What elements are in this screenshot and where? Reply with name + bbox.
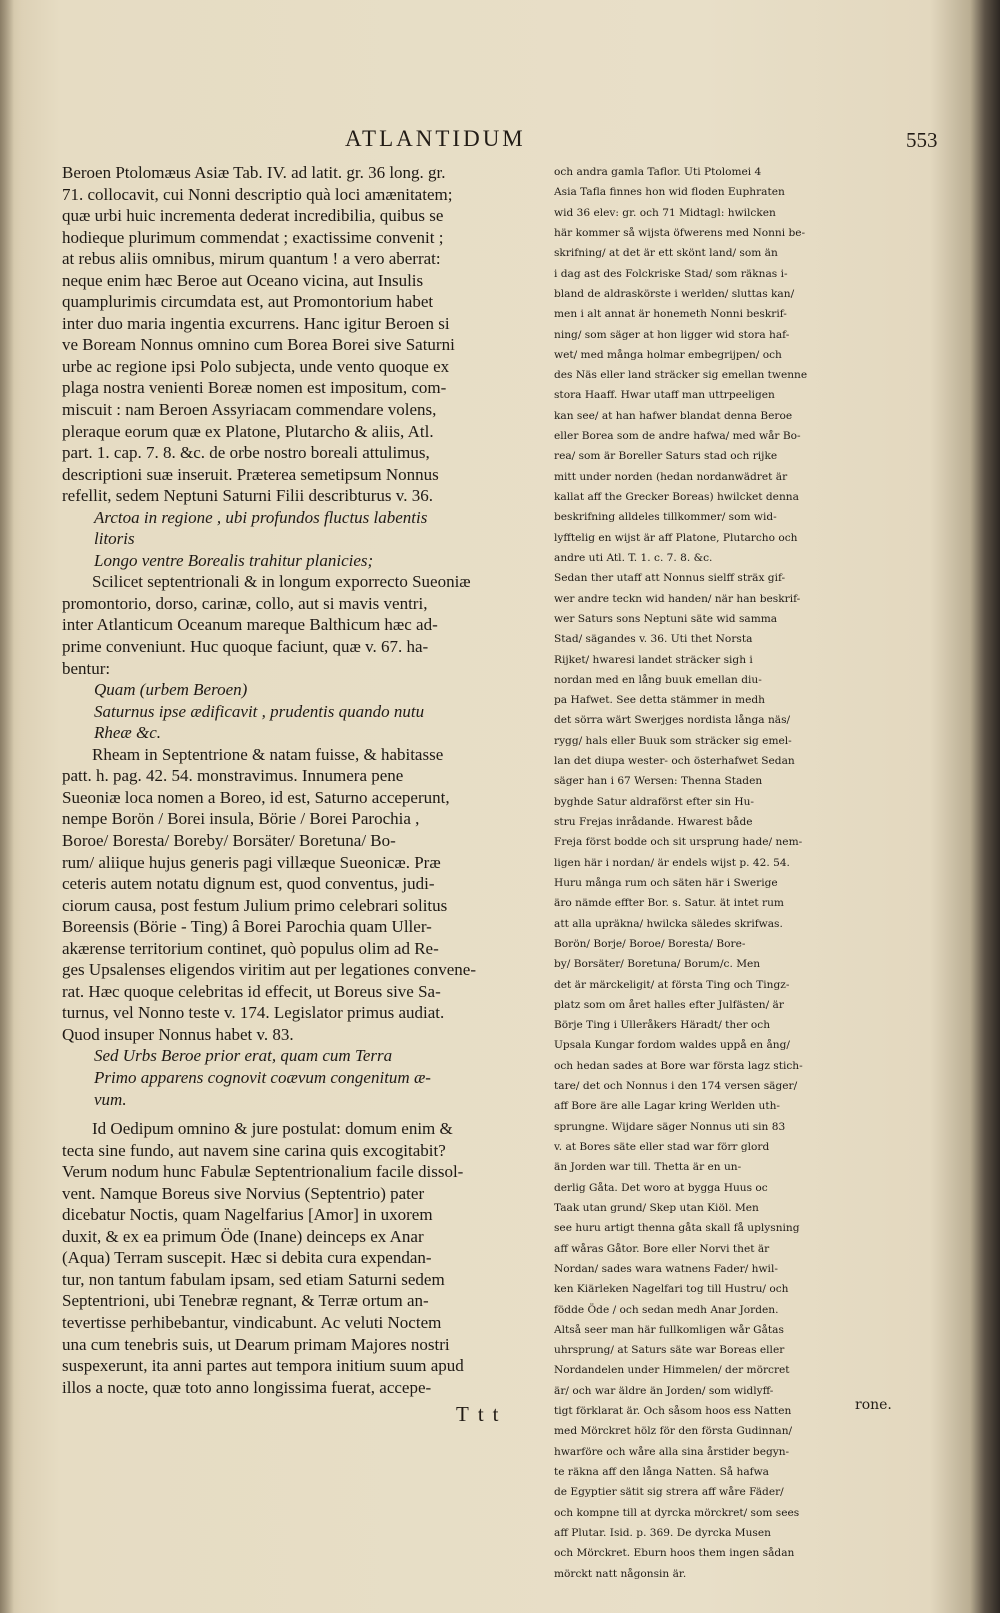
text-line: ken Kiärleken Nagelfari tog till Hustru/ och: [554, 1283, 789, 1296]
text-line: kallat aff the Grecker Boreas) hwilcket denna: [554, 491, 799, 503]
text-line: hodieque plurimum commendat ; exactissime convenit ;: [62, 227, 444, 247]
text-line: Rheam in Septentrione & natam fuisse, & habitasse: [92, 744, 444, 764]
text-line: Longo ventre Borealis trahitur planicies;: [94, 550, 374, 570]
text-line: suspexerunt, ita anni partes aut tempora initium suum apud: [62, 1356, 464, 1376]
text-line: andre uti Atl. T. 1. c. 7. 8. &c.: [554, 551, 713, 564]
text-line: sprungne. Wijdare säger Nonnus uti sin 83: [554, 1120, 786, 1133]
text-line: patt. h. pag. 42. 54. monstravimus. Innumera pene: [62, 766, 404, 786]
text-line: illos a nocte, quæ toto anno longissima fuerat, accepe-: [62, 1377, 432, 1397]
text-line: bentur:: [62, 658, 111, 678]
text-line: ciorum causa, post festum Julium primo celebrari solitus: [62, 895, 448, 915]
text-line: rat. Hæc quoque celebritas id effecit, ut Boreus sive Sa-: [62, 981, 441, 1001]
text-line: platz som om året halles efter Julfästen/ är: [554, 998, 784, 1011]
text-line: turnus, vel Nonno teste v. 174. Legislator primus audiat.: [62, 1003, 445, 1023]
text-line: mörckt natt någonsin är.: [554, 1567, 687, 1580]
page-header: [0, 126, 980, 160]
text-line: Arctoa in regione , ubi profundos fluctus labentis: [94, 507, 428, 527]
text-line: by/ Borsäter/ Boretuna/ Borum/c. Men: [554, 958, 761, 971]
text-line: wid 36 elev: gr. och 71 Midtagl: hwilcken: [554, 206, 776, 219]
text-line: Scilicet septentrionali & in longum exporrecto Sueoniæ: [92, 572, 471, 592]
text-line: här kommer så wijsta öfwerens med Nonni be-: [554, 226, 806, 239]
text-line: hwarföre och wåre alla sina årstider begyn-: [554, 1445, 790, 1458]
text-line: Asia Tafla finnes hon wid floden Euphraten: [554, 186, 785, 199]
text-line: te räkna aff den långa Natten. Så hafwa: [554, 1466, 769, 1478]
latin-column: [62, 162, 537, 1398]
text-line: och Mörckret. Eburn hoos them ingen sådan: [554, 1547, 795, 1560]
text-line: Sueoniæ loca nomen a Boreo, id est, Saturno acceperunt,: [62, 787, 450, 807]
text-line: una cum tenebris suis, ut Dearum primam Majores nostri: [62, 1334, 450, 1354]
page-number: 553: [906, 128, 938, 152]
text-line: födde Öde / och sedan medh Anar Jorden.: [554, 1303, 779, 1316]
text-line: pa Hafwet. See detta stämmer in medh: [554, 694, 765, 707]
text-line: tur, non tantum fabulam ipsam, sed etiam Saturni sedem: [62, 1269, 445, 1289]
text-line: Sedan ther utaff att Nonnus sielff sträx gif-: [554, 572, 786, 585]
text-line: mitt under norden (hedan nordanwädret är: [554, 470, 788, 483]
text-line: ges Upsalenses eligendos viritim aut per legationes convene-: [62, 960, 477, 980]
text-line: Saturnus ipse ædificavit , prudentis quando nutu: [94, 701, 425, 721]
text-line: Nordandelen under Himmelen/ der mörcret: [554, 1364, 790, 1377]
text-line: lyfftelig en wijst är aff Platone, Plutarcho och: [554, 531, 798, 544]
text-line: wer Saturs sons Neptuni säte wid samma: [554, 612, 778, 625]
text-line: v. at Bores säte eller stad war förr glord: [554, 1141, 770, 1153]
text-line: litoris: [94, 529, 135, 549]
text-line: men i alt annat är honemeth Nonni beskrif-: [554, 308, 787, 321]
text-line: Upsala Kungar fordom waldes uppå en ång/: [554, 1039, 790, 1052]
text-line: beskrifning alldeles tillkommer/ som wid-: [554, 511, 777, 524]
text-line: stora Haaff. Hwar utaff man uttrpeeligen: [554, 389, 775, 402]
text-line: Quod insuper Nonnus habet v. 83.: [62, 1024, 294, 1044]
text-line: 71. collocavit, cui Nonni descriptio quà loci amænitatem;: [62, 184, 453, 204]
swedish-column: [554, 162, 854, 1584]
text-line: med Mörckret hölz för den första Gudinnan/: [554, 1425, 793, 1438]
text-line: Quam (urbem Beroen): [94, 680, 248, 700]
text-line: rum/ aliique hujus generis pagi villæque Sueonicæ. Præ: [62, 852, 441, 872]
text-line: quamplurimis circumdata est, aut Promontorium habet: [62, 292, 434, 312]
text-line: nempe Borön / Borei insula, Börie / Borei Parochia ,: [62, 809, 420, 829]
text-line: Nordan/ sades wara watnens Fader/ hwil-: [554, 1262, 778, 1275]
text-line: Boreensis (Börie - Ting) â Borei Parochia quam Uller-: [62, 917, 432, 937]
text-line: tare/ det och Nonnus i den 174 versen säger/: [554, 1080, 798, 1093]
text-line: derlig Gåta. Det woro at bygga Huus oc: [554, 1181, 768, 1194]
text-line: ve Boream Nonnus omnino cum Borea Borei sive Saturni: [62, 335, 455, 355]
text-line: tecta sine fundo, aut navem sine carina quis excogitabit?: [62, 1140, 446, 1160]
text-line: aff Plutar. Isid. p. 369. De dyrcka Musen: [554, 1526, 771, 1539]
text-line: quæ urbi huic incrementa dederat incredibilia, quibus se: [62, 206, 444, 226]
signature-mark: Ttt: [456, 1402, 508, 1426]
text-line: stru Frejas inrådande. Hwarest både: [554, 816, 753, 828]
text-line: och kompne till at dyrcka mörckret/ som sees: [554, 1506, 800, 1519]
text-line: tevertisse perhibebantur, vindicabunt. Ac veluti Noctem: [62, 1312, 442, 1332]
text-line: och andra gamla Taflor. Uti Ptolomei 4: [554, 166, 762, 178]
text-line: inter Atlanticum Oceanum mareque Balthicum hæc ad-: [62, 615, 438, 635]
text-line: Sed Urbs Beroe prior erat, quam cum Terra: [94, 1046, 393, 1066]
text-line: miscuit : nam Beroen Assyriacam commendare volens,: [62, 400, 437, 420]
text-line: Primo apparens cognovit coævum congenitum æ-: [94, 1067, 431, 1087]
text-line: Stad/ sägandes v. 36. Uti thet Norsta: [554, 633, 753, 646]
text-line: urbe ac regione ipsi Polo subjecta, unde vento quoque ex: [62, 356, 450, 376]
text-line: plaga nostra venienti Boreæ nomen est impositum, com-: [62, 378, 447, 398]
text-line: descriptioni suæ inseruit. Præterea semetipsum Nonnus: [62, 464, 439, 484]
catchword: rone.: [855, 1397, 892, 1413]
text-line: nordan med en lång buuk emellan diu-: [554, 673, 762, 686]
text-line: i dag ast des Folckriske Stad/ som räknas i-: [554, 267, 788, 280]
text-line: bland de aldraskörste i werlden/ sluttas kan/: [554, 287, 795, 300]
text-line: prime conveniunt. Huc quoque faciunt, quæ v. 67. ha-: [62, 637, 429, 657]
text-line: än Jorden war till. Thetta är en un-: [554, 1161, 742, 1174]
page-footer: [0, 1397, 980, 1432]
text-line: des Näs eller land sträcker sig emellan twenne: [554, 369, 808, 382]
text-line: wer andre teckn wid handen/ när han beskrif-: [554, 592, 801, 605]
text-line: det är märckeligit/ at första Ting och Tingz-: [554, 978, 790, 991]
text-line: Huru många rum och säten här i Swerige: [554, 876, 778, 889]
text-line: aff Bore äre alle Lagar kring Werlden uth-: [554, 1100, 781, 1113]
text-line: Taak utan grund/ Skep utan Kiöl. Men: [554, 1201, 759, 1214]
text-line: aff wåras Gåtor. Bore eller Norvi thet är: [554, 1242, 770, 1255]
text-line: ceteris autem notatu dignum est, quod conventus, judi-: [62, 874, 435, 894]
text-line: kan see/ at han hafwer blandat denna Beroe: [554, 409, 793, 422]
text-line: duxit, & ex ea primum Öde (Inane) deinceps ex Anar: [62, 1226, 424, 1246]
text-line: pleraque eorum quæ ex Platone, Plutarcho & aliis, Atl.: [62, 421, 434, 441]
text-line: rygg/ hals eller Buuk som sträcker sig emel-: [554, 734, 792, 747]
text-line: Id Oedipum omnino & jure postulat: domum enim &: [92, 1119, 453, 1139]
text-line: akærense territorium continet, quò populus olim ad Re-: [62, 938, 439, 958]
text-line: de Egyptier sätit sig strera aff wåre Fäder/: [554, 1486, 784, 1499]
text-line: promontorio, dorso, carinæ, collo, aut si mavis ventri,: [62, 593, 428, 613]
text-line: Borön/ Borje/ Boroe/ Boresta/ Bore-: [554, 937, 746, 950]
text-line: och hedan sades at Bore war första lagz stich-: [554, 1059, 803, 1072]
running-title: ATLANTIDUM: [345, 126, 526, 151]
text-line: Rijket/ hwaresi landet sträcker sigh i: [554, 653, 753, 666]
text-line: refellit, sedem Neptuni Saturni Filii describturus v. 36.: [62, 486, 433, 506]
text-line: at rebus aliis omnibus, mirum quantum ! a vero aberrat:: [62, 249, 441, 269]
text-line: Verum nodum hunc Fabulæ Septentrionalium facile dissol-: [62, 1162, 464, 1182]
text-line: wet/ med många holmar embegrijpen/ och: [554, 348, 782, 361]
text-line: part. 1. cap. 7. 8. &c. de orbe nostro boreali attulimus,: [62, 443, 430, 463]
text-line: vent. Namque Boreus sive Norvius (Septentrio) pater: [62, 1183, 425, 1203]
text-line: uhrsprung/ at Saturs säte war Boreas eller: [554, 1344, 785, 1357]
text-line: neque enim hæc Beroe aut Oceano vicina, aut Insulis: [62, 270, 424, 290]
text-line: inter duo maria ingentia excurrens. Hanc igitur Beroen si: [62, 313, 450, 333]
text-line: Börje Ting i Ulleråkers Häradt/ ther och: [554, 1019, 771, 1032]
text-line: Freja först bodde och sit ursprung hade/ nem-: [554, 836, 803, 849]
text-line: Boroe/ Boresta/ Boreby/ Borsäter/ Boretuna/ Bo-: [62, 830, 396, 850]
text-line: skrifning/ at det är ett skönt land/ som än: [554, 247, 778, 260]
text-line: äro nämde effter Bor. s. Satur. ät intet rum: [554, 897, 784, 910]
text-line: säger han i 67 Wersen: Thenna Staden: [554, 775, 763, 788]
text-line: Septentrioni, ubi Tenebræ regnant, & Terræ ortum an-: [62, 1291, 429, 1311]
text-line: eller Borea som de andre hafwa/ med wår Bo-: [554, 430, 801, 443]
text-line: är/ och war äldre än Jorden/ som widlyff-: [554, 1384, 774, 1397]
text-line: tigt förklarat är. Och såsom hoos ess Natten: [554, 1405, 792, 1418]
text-line: see huru artigt thenna gåta skall få uplysning: [554, 1222, 800, 1235]
text-line: Altså seer man här fullkomligen wår Gåtas: [554, 1323, 784, 1336]
text-line: Beroen Ptolomæus Asiæ Tab. IV. ad latit. gr. 36 long. gr.: [62, 163, 446, 182]
text-line: rea/ som är Boreller Saturs stad och rijke: [554, 450, 778, 463]
text-line: byghde Satur aldraförst efter sin Hu-: [554, 795, 754, 808]
text-line: det sörra wärt Swerjges nordista långa näs/: [554, 714, 791, 727]
text-line: ligen här i nordan/ är endels wijst p. 42. 54.: [554, 856, 790, 869]
text-line: lan det diupa wester- och österhafwet Sedan: [554, 755, 795, 768]
text-line: (Aqua) Terram suscepit. Hæc si debita cura expendan-: [62, 1248, 432, 1268]
text-line: Rheæ &c.: [94, 723, 162, 743]
text-line: vum.: [94, 1089, 127, 1109]
text-line: att alla upräkna/ hwilcka säledes skrifwas.: [554, 917, 783, 930]
text-line: dicebatur Noctis, quam Nagelfarius [Amor] in uxorem: [62, 1205, 433, 1225]
text-line: ning/ som säger at hon ligger wid stora haf-: [554, 328, 790, 341]
